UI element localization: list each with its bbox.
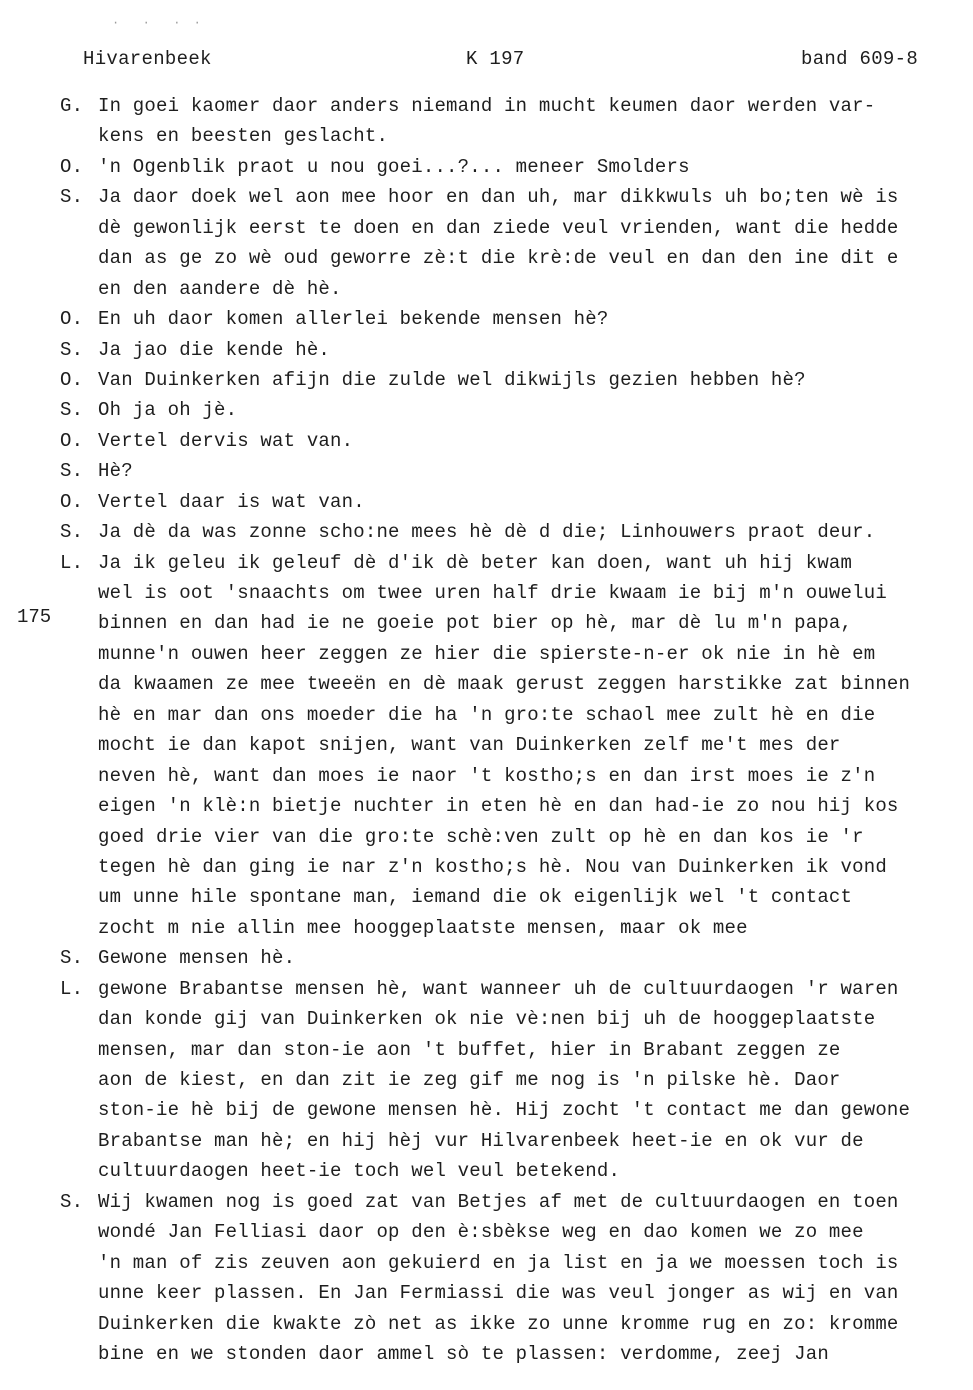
speaker-label: S. <box>60 521 84 544</box>
header-tape: band 609-8 <box>801 48 919 70</box>
line-text: Brabantse man hè; en hij hèj vur Hilvarenbeek heet-ie en ok vur de <box>98 1129 864 1152</box>
transcript-line <box>60 487 970 517</box>
transcript-line <box>60 1004 970 1034</box>
line-text: goed drie vier van die gro:te schè:ven zult op hè en dan kos ie 'r <box>98 825 864 848</box>
speaker-label: S. <box>60 186 84 209</box>
line-text: Wij kwamen nog is goed zat van Betjes af met de cultuurdaogen en toen <box>98 1190 899 1213</box>
line-text: dan as ge zo wè oud geworre zè:t die krè:de veul en dan den ine dit e <box>98 247 899 270</box>
line-text: Hè? <box>98 460 133 483</box>
line-text: munne'n ouwen heer zeggen ze hier die spierste-n-er ok nie in hè em <box>98 642 876 665</box>
speaker-label: S. <box>60 947 84 970</box>
line-text: Duinkerken die kwakte zò net as ikke zo unne kromme rug en zo: kromme <box>98 1312 899 1335</box>
transcript-line <box>60 121 970 151</box>
transcript-line <box>60 943 970 973</box>
transcript-line <box>60 669 970 699</box>
line-text: Van Duinkerken afijn die zulde wel dikwijls gezien hebben hè? <box>98 368 806 391</box>
line-text: bine en we stonden daor ammel sò te plassen: verdomme, zeej Jan <box>98 1342 829 1365</box>
line-text: Ja daor doek wel aon mee hoor en dan uh, mar dikkwuls uh bo;ten wè is <box>98 186 899 209</box>
line-text: zocht m nie allin mee hooggeplaatste mensen, maar ok mee <box>98 916 748 939</box>
line-text: eigen 'n klè:n bietje nuchter in eten hè en dan had-ie zo nou hij kos <box>98 795 899 818</box>
line-text: Ja dè da was zonne scho:ne mees hè dè d die; Linhouwers praot deur. <box>98 521 876 544</box>
speaker-label: S. <box>60 399 84 422</box>
transcript-line <box>60 91 970 121</box>
transcript-line <box>60 1126 970 1156</box>
line-text: En uh daor komen allerlei bekende mensen hè? <box>98 308 609 331</box>
transcript-line <box>60 1156 970 1186</box>
transcript-line <box>60 852 970 882</box>
speaker-label: S. <box>60 338 84 361</box>
transcript-line <box>60 335 970 365</box>
line-text: Ja jao die kende hè. <box>98 338 331 361</box>
line-text: neven hè, want dan moes ie naor 't kostho;s en dan irst moes ie z'n <box>98 764 876 787</box>
transcript-line <box>60 274 970 304</box>
transcript-line <box>60 639 970 669</box>
transcript-line <box>60 456 970 486</box>
transcript-line <box>60 1095 970 1125</box>
transcript-body <box>60 91 970 1369</box>
line-text: dè gewonlijk eerst te doen en dan ziede veul vrienden, want die hedde <box>98 216 899 239</box>
transcript-line <box>60 1248 970 1278</box>
line-text: gewone Brabantse mensen hè, want wanneer uh de cultuurdaogen 'r waren <box>98 977 899 1000</box>
transcript-line <box>60 152 970 182</box>
transcript-line <box>60 548 970 578</box>
line-text: mensen, mar dan ston-ie aon 't buffet, hier in Brabant zeggen ze <box>98 1038 841 1061</box>
line-text: wondé Jan Felliasi daor op den è:sbèkse weg en dao komen we zo mee <box>98 1221 864 1244</box>
transcript-line <box>60 1278 970 1308</box>
line-text: 'n man of zis zeuven aon gekuierd en ja list en ja we moessen toch is <box>98 1251 899 1274</box>
speaker-label: L. <box>60 977 84 1000</box>
transcript-line <box>60 882 970 912</box>
line-text: Oh ja oh jè. <box>98 399 238 422</box>
line-text: binnen en dan had ie ne goeie pot bier op hè, mar dè lu m'n papa, <box>98 612 853 635</box>
speaker-label: O. <box>60 155 84 178</box>
transcript-line <box>60 1309 970 1339</box>
header-place: Hivarenbeek <box>83 48 212 70</box>
line-text: mocht ie dan kapot snijen, want van Duinkerken zelf me't mes der <box>98 734 841 757</box>
transcript-line <box>60 365 970 395</box>
line-text: Vertel daar is wat van. <box>98 490 365 513</box>
transcript-line <box>60 761 970 791</box>
line-text: cultuurdaogen heet-ie toch wel veul betekend. <box>98 1160 621 1183</box>
transcript-line <box>60 822 970 852</box>
speaker-label: O. <box>60 490 84 513</box>
transcript-line <box>60 1217 970 1247</box>
transcript-line <box>60 182 970 212</box>
line-text: Gewone mensen hè. <box>98 947 296 970</box>
line-text: en den aandere dè hè. <box>98 277 342 300</box>
line-text: um unne hile spontane man, iemand die ok eigenlijk wel 't contact <box>98 886 853 909</box>
transcript-line <box>60 700 970 730</box>
speaker-label: S. <box>60 1190 84 1213</box>
header-code: K 197 <box>466 48 525 70</box>
speaker-label: S. <box>60 460 84 483</box>
transcript-line <box>60 213 970 243</box>
speaker-label: G. <box>60 95 84 117</box>
transcript-line <box>60 608 970 638</box>
speaker-label: O. <box>60 308 84 331</box>
line-text: Vertel dervis wat van. <box>98 429 354 452</box>
line-text: tegen hè dan ging ie nar z'n kostho;s hè. Nou van Duinkerken ik vond <box>98 855 887 878</box>
transcript-line <box>60 1035 970 1065</box>
line-text: 'n Ogenblik praot u nou goei...?... meneer Smolders <box>98 155 690 178</box>
transcript-line <box>60 304 970 334</box>
line-text: da kwaamen ze mee tweeën en dè maak gerust zeggen harstikke zat binnen <box>98 673 911 696</box>
transcript-line <box>60 578 970 608</box>
line-text: aon de kiest, en dan zit ie zeg gif me nog is 'n pilske hè. Daor <box>98 1069 841 1091</box>
transcript-line <box>60 730 970 760</box>
transcript-line <box>60 426 970 456</box>
line-text: Ja ik geleu ik geleuf dè d'ik dè beter kan doen, want uh hij kwam <box>98 551 853 574</box>
transcript-line <box>60 395 970 425</box>
speaker-label: O. <box>60 429 84 452</box>
line-text: unne keer plassen. En Jan Fermiassi die was veul jonger as wij en van <box>98 1282 899 1305</box>
line-text: dan konde gij van Duinkerken ok nie vè:nen bij uh de hooggeplaatste <box>98 1008 876 1031</box>
line-text: hè en mar dan ons moeder die ha 'n gro:te schaol mee zult hè en die <box>98 703 876 726</box>
speaker-label: L. <box>60 551 84 574</box>
line-text: In goei kaomer daor anders niemand in mucht keumen daor werden var- <box>98 95 876 117</box>
transcript-line <box>60 913 970 943</box>
transcript-line <box>60 1339 970 1369</box>
transcript-line <box>60 1187 970 1217</box>
margin-line-number: 175 <box>17 606 52 628</box>
scan-speckles: · · · · <box>112 16 204 30</box>
transcript-line <box>60 974 970 1004</box>
transcript-line <box>60 243 970 273</box>
speaker-label: O. <box>60 368 84 391</box>
line-text: wel is oot 'snaachts om twee uren half drie kwaam ie bij m'n ouwelui <box>98 582 887 604</box>
line-text: ston-ie hè bij de gewone mensen hè. Hij zocht 't contact me dan gewone <box>98 1099 911 1122</box>
line-text: kens en beesten geslacht. <box>98 125 389 148</box>
transcript-line <box>60 517 970 547</box>
transcript-line <box>60 791 970 821</box>
transcript-line <box>60 1065 970 1095</box>
